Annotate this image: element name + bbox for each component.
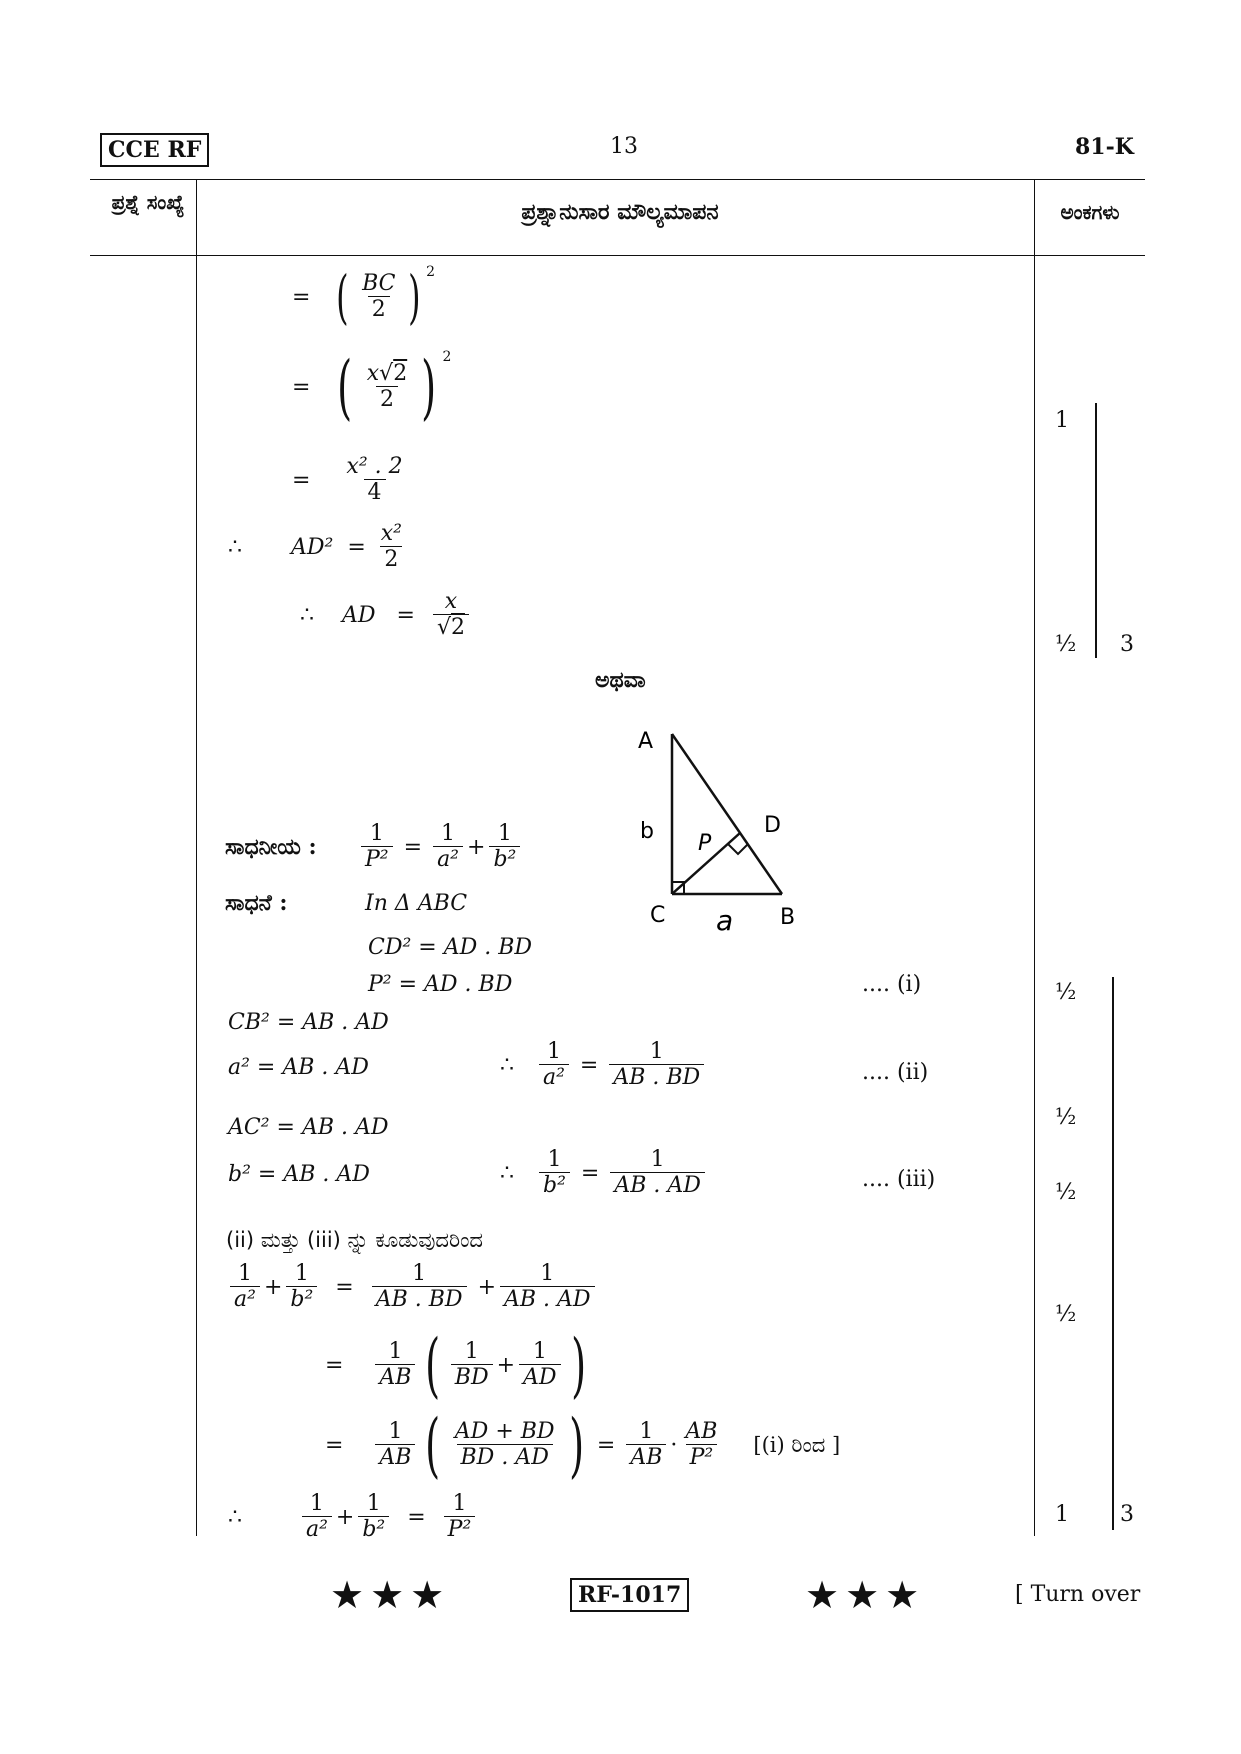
page-number: 13 bbox=[610, 134, 638, 159]
label-a-side: a bbox=[716, 904, 734, 937]
mark-5: ½ bbox=[1055, 1180, 1077, 1205]
proof-start: ಸಾಧನೆ : In Δ ABC bbox=[225, 890, 468, 916]
label-b-vertex: B bbox=[780, 905, 796, 930]
adding-text: (ii) ಮತ್ತು (iii) ನ್ನು ಕೂಡುವುದರಿಂದ bbox=[226, 1228, 483, 1252]
table-top-rule bbox=[90, 179, 1145, 180]
proof-line-6-right: ∴ $\frac{1}{\text{b²}}$ = $\frac{1}{AB . AD}$ bbox=[500, 1148, 709, 1198]
label-d-vertex: D bbox=[764, 813, 781, 838]
eq-2: = ( $\frac{x√2}{2}$ ) 2 bbox=[292, 346, 452, 428]
mark-2: ½ bbox=[1055, 632, 1077, 657]
stars-right: ★★★ bbox=[805, 1573, 926, 1617]
from-i-note: [(i) ರಿಂದ ] bbox=[753, 1432, 841, 1457]
proof-line-5: AC² = AB . AD bbox=[228, 1115, 389, 1140]
marks-bracket-1 bbox=[1095, 403, 1097, 658]
proof-line-4: a² = AB . AD bbox=[228, 1055, 369, 1080]
total-mark-1: 3 bbox=[1120, 632, 1134, 657]
label-c-vertex: C bbox=[650, 903, 666, 928]
proof-line-3: CB² = AB . AD bbox=[228, 1010, 389, 1035]
table-head-rule bbox=[90, 255, 1145, 256]
col-divider-2 bbox=[1034, 179, 1035, 1536]
mark-7: 1 bbox=[1055, 1502, 1069, 1527]
header-code-box: CCE RF bbox=[100, 133, 209, 167]
label-p: P bbox=[698, 831, 712, 856]
marks-bracket-2 bbox=[1112, 977, 1114, 1530]
proof-line-2: P² = AD . BD bbox=[368, 972, 513, 997]
label-a-vertex: A bbox=[638, 729, 654, 754]
col-question-number: ಪ್ರಶ್ನೆ ಸಂಖ್ಯೆ bbox=[111, 190, 185, 214]
tag-i: .... (i) bbox=[862, 972, 922, 997]
triangle-figure bbox=[620, 720, 820, 940]
or-text: ಅಥವಾ bbox=[595, 668, 646, 693]
total-mark-2: 3 bbox=[1120, 1502, 1134, 1527]
footer-code-box: RF-1017 bbox=[570, 1578, 689, 1612]
eq-1: = ( $\frac{BC}{2}$ ) 2 bbox=[292, 263, 436, 331]
col-marks: ಅಂಕಗಳು bbox=[1060, 200, 1120, 224]
col-evaluation: ಪ್ರಶ್ನಾನುಸಾರ ಮೌಲ್ಯಮಾಪನ bbox=[521, 200, 719, 225]
factor-line-1: = $\frac{1}{AB}$ ( $\frac{1}{BD}$ + $\frac{1}{AD}$ ) bbox=[325, 1324, 586, 1406]
tag-ii: .... (ii) bbox=[862, 1060, 929, 1085]
mark-6: ½ bbox=[1055, 1302, 1077, 1327]
col-divider-1 bbox=[196, 179, 197, 1536]
proof-line-1: CD² = AD . BD bbox=[368, 935, 533, 960]
sum-line: $\frac{1}{\text{a²}}$ + $\frac{1}{\text{b²}}$ = $\frac{1}{AB . BD}$ + $\frac{1}{AB . AD}$ bbox=[226, 1262, 599, 1312]
eq-5: ∴ AD = $\frac{x}{√2}$ bbox=[300, 590, 473, 640]
turn-over: [ Turn over bbox=[1015, 1582, 1141, 1607]
label-b-side: b bbox=[640, 819, 654, 844]
final-result: ∴ $\frac{1}{\text{a²}}$ + $\frac{1}{\text{b²}}$ = $\frac{1}{\text{P²}}$ bbox=[228, 1492, 479, 1542]
eq-4: ∴ AD² = $\frac{\text{x²}}{2}$ bbox=[228, 521, 402, 573]
mark-1: 1 bbox=[1055, 408, 1069, 433]
tag-iii: .... (iii) bbox=[862, 1167, 936, 1192]
eq-3: = $\frac{\text{x² . 2}}{4}$ bbox=[292, 454, 403, 506]
proof-line-4-right: ∴ $\frac{1}{\text{a²}}$ = $\frac{1}{AB . BD}$ bbox=[500, 1040, 708, 1090]
stars-left: ★★★ bbox=[330, 1573, 451, 1617]
factor-line-2: = $\frac{1}{AB}$ ( $\frac{AD + BD}{BD . AD}$ ) = $\frac{1}{AB}$ · $\frac{AB}{\text{P²}}$ [(i) ರಿಂದ ] bbox=[325, 1404, 841, 1486]
paper-code: 81-K bbox=[1075, 134, 1134, 160]
mark-3: ½ bbox=[1055, 980, 1077, 1005]
to-prove: ಸಾಧನೀಯ : $\frac{1}{\text{P²}}$ = $\frac{1}{\text{a²}}$ + $\frac{1}{\text{b²}}$ bbox=[225, 822, 524, 872]
mark-4: ½ bbox=[1055, 1105, 1077, 1130]
proof-line-6: b² = AB . AD bbox=[228, 1162, 370, 1187]
right-angle-d bbox=[728, 844, 748, 854]
